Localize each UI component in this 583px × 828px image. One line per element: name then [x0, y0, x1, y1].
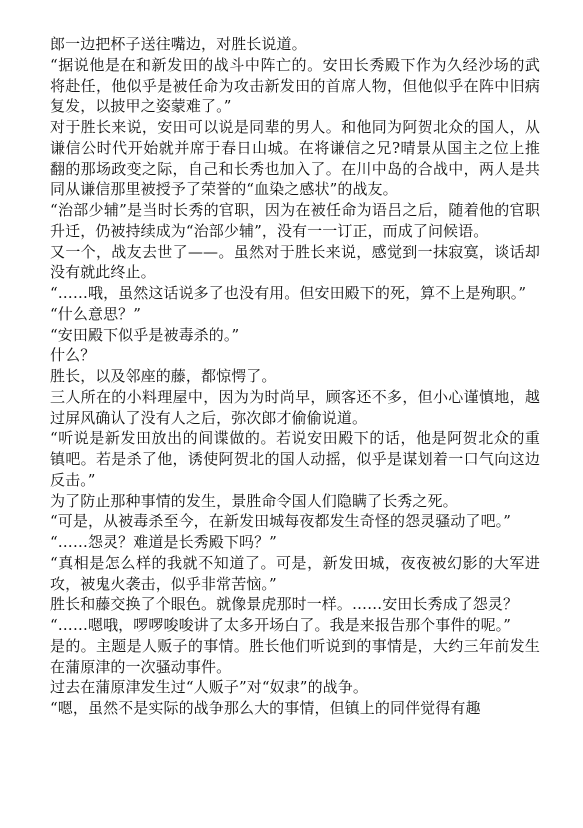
paragraph: 胜长和藤交换了个眼色。就像景虎那时一样。……安田长秀成了怨灵？ [50, 595, 519, 614]
paragraph: 又一个，战友去世了——。虽然对于胜长来说，感觉到一抹寂寞，谈话却没有就此终止。 [50, 242, 540, 282]
paragraph: 是的。主题是人贩子的事情。胜长他们听说到的事情是，大约三年前发生在蒲原津的一次骚动事件。 [50, 636, 540, 676]
paragraph: “据说他是在和新发田的战斗中阵亡的。安田长秀殿下作为久经沙场的武将赴任，他似乎是被任命为攻击新发田的首席人物，但他似乎在阵中旧病复发，以披甲之姿蒙难了。” [50, 55, 540, 116]
paragraph: “听说是新发田放出的间谍做的。若说安田殿下的话，他是阿贺北众的重镇吧。若是杀了他，诱使阿贺北的国人动摇，似乎是谋划着一口气向这边反击。” [50, 429, 540, 489]
paragraph: 胜长，以及邻座的藤，都惊愕了。 [50, 367, 277, 385]
paragraph: “什么意思？” [50, 304, 142, 323]
paragraph: 过去在蒲原津发生过“人贩子”对“奴隶”的战争。 [50, 678, 368, 697]
paragraph: “可是，从被毒杀至今，在新发田城每夜都发生奇怪的怨灵骚动了吧。” [50, 512, 512, 531]
document-body [50, 34, 540, 719]
paragraph: 郎一边把杯子送往嘴边，对胜长说道。 [50, 35, 307, 53]
paragraph: “真相是怎么样的我就不知道了。可是，新发田城，夜夜被幻影的大军进攻，被鬼火袭击，似乎非常苦恼。” [50, 553, 540, 593]
paragraph: 为了防止那种事情的发生，景胜命令国人们隐瞒了长秀之死。 [50, 491, 458, 510]
paragraph: 对于胜长来说，安田可以说是同辈的男人。和他同为阿贺北众的国人，从谦信公时代开始就并席于春日山城。在将谦信之兄?晴景从国主之位上推翻的那场政变之际，自己和长秀也加入了。在川中岛的合战中，两人是共同从谦信那里被授予了荣誉的“血染之感状”的战友。 [50, 118, 540, 199]
paragraph: 三人所在的小料理屋中，因为为时尚早，顾客还不多，但小心谨慎地，越过屏风确认了没有人之后，弥次郎才偷偷说道。 [50, 387, 540, 427]
paragraph: “安田殿下似乎是被毒杀的。” [50, 325, 240, 344]
paragraph: “……怨灵？难道是长秀殿下吗？” [50, 533, 277, 551]
paragraph: “……嗯哦，啰啰唆唆讲了太多开场白了。我是来报告那个事件的呢。” [50, 616, 512, 634]
paragraph: “嗯，虽然不是实际的战争那么大的事情，但镇上的同伴觉得有趣 [50, 699, 481, 717]
paragraph: “……哦，虽然这话说多了也没有用。但安田殿下的死，算不上是殉职。” [50, 284, 527, 302]
paragraph: 什么？ [50, 346, 96, 365]
paragraph: “治部少辅”是当时长秀的官职，因为在被任命为语吕之后，随着他的官职升迁，仍被持续成为“治部少辅”，没有一一订正，而成了问候语。 [50, 201, 540, 240]
